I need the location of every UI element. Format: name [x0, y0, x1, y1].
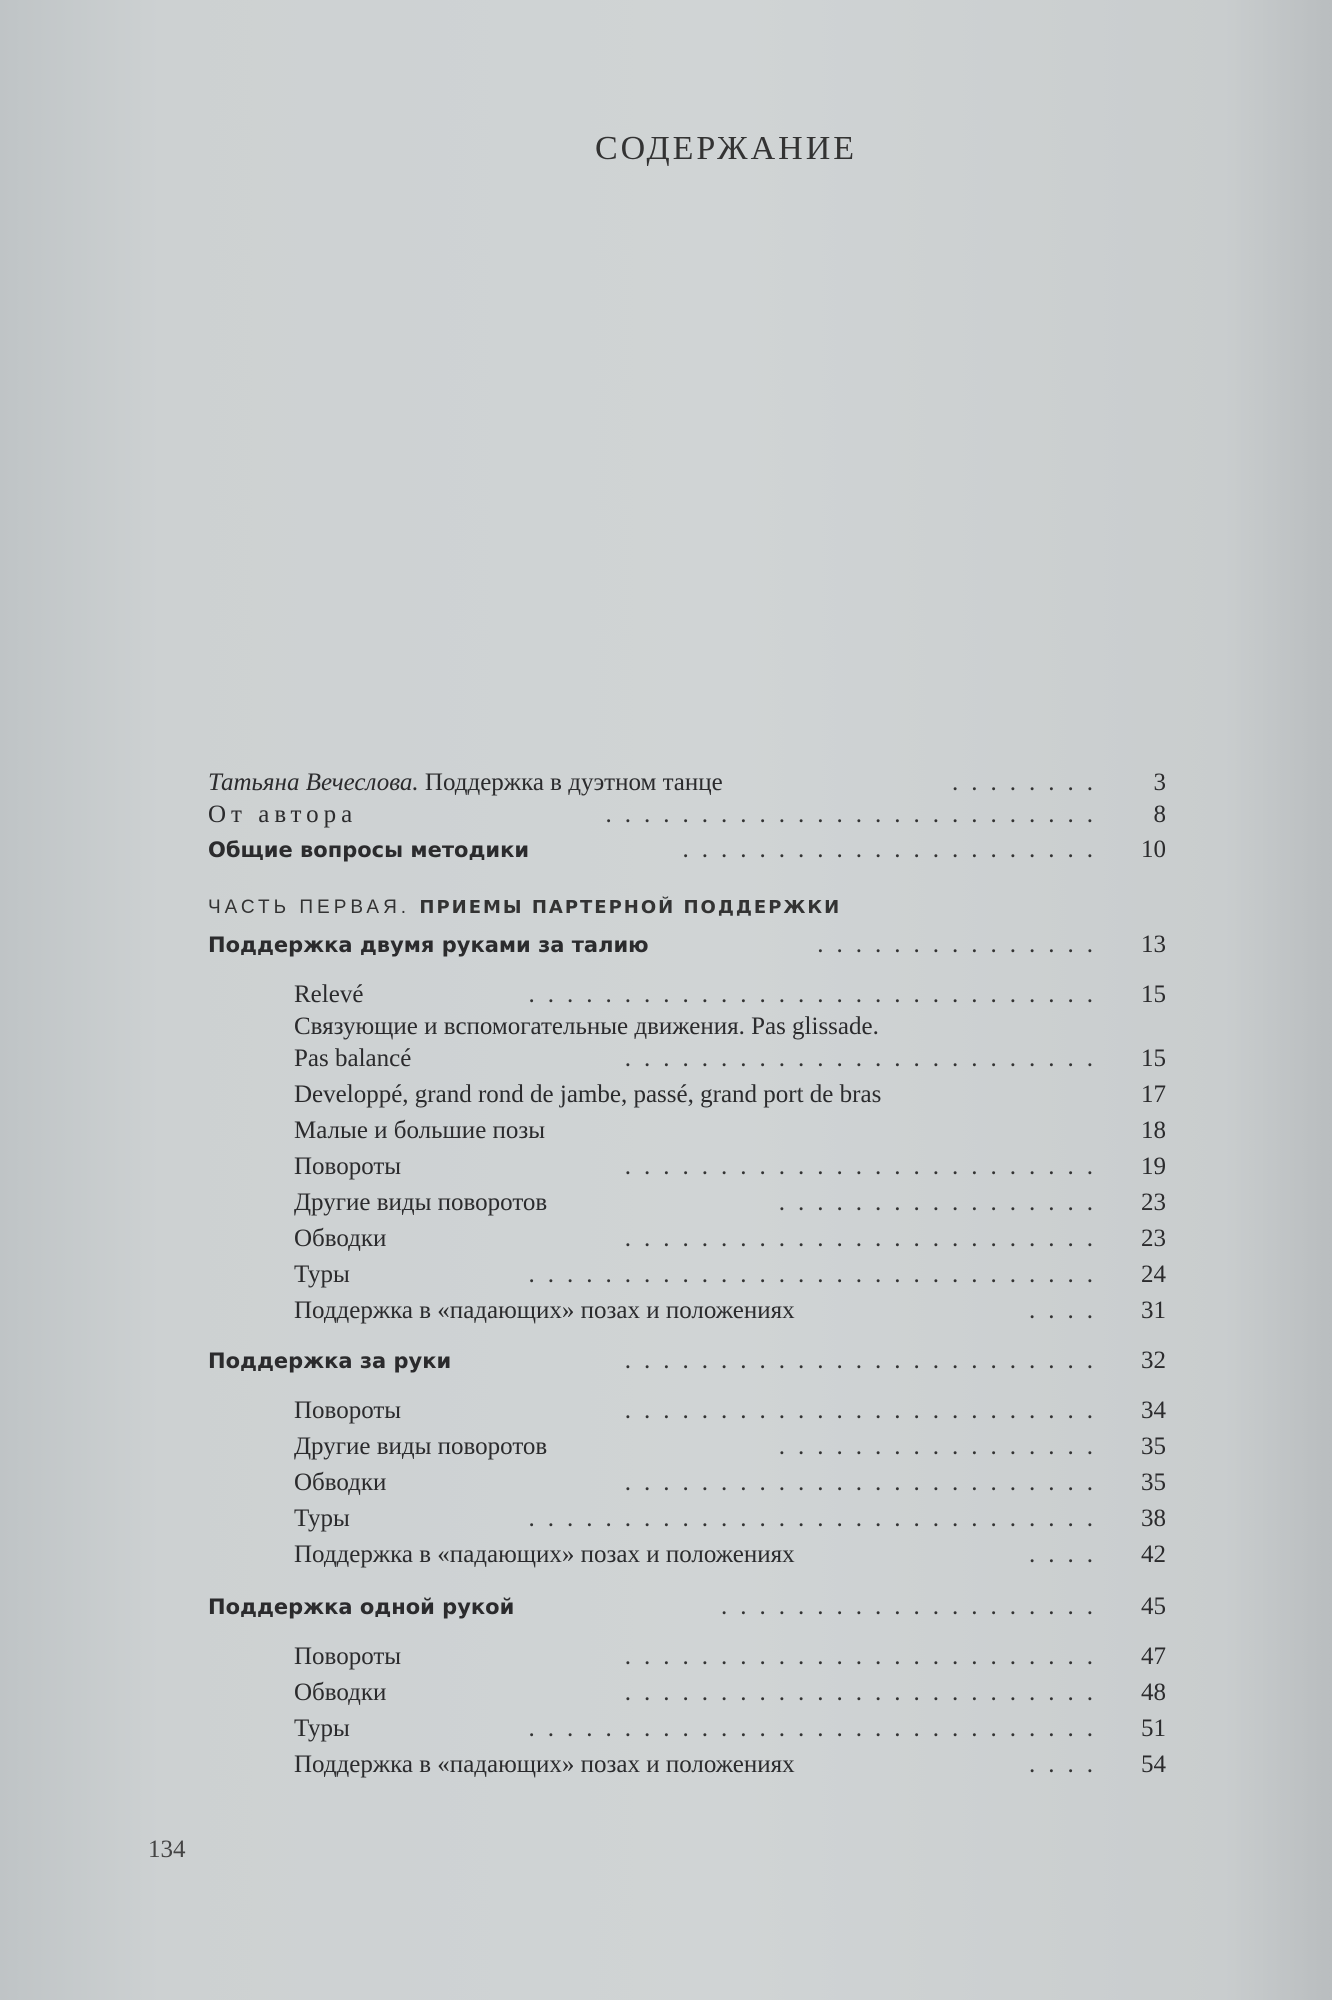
toc-entry-foreword[interactable]: Татьяна Вечеслова. Поддержка в дуэтном танце ........ 3 [208, 769, 1166, 796]
toc-entry-label: Pas balancé [294, 1045, 412, 1072]
toc-entry[interactable] [208, 1080, 1166, 1110]
page-number: 15 [1141, 981, 1166, 1008]
part-label: ЧАСТЬ ПЕРВАЯ. [208, 897, 411, 918]
toc-entry-label: Обводки [294, 1225, 387, 1252]
page-number: 10 [1141, 836, 1166, 863]
page-number: 23 [1141, 1225, 1166, 1252]
page-folio-number: 134 [148, 1836, 186, 1863]
toc-entry-label: Другие виды поворотов [294, 1433, 548, 1460]
toc-entry[interactable] [208, 1116, 1166, 1146]
page-number: 18 [1141, 1117, 1166, 1144]
toc-entry-label: От автора [208, 801, 358, 828]
toc-entry-label: Relevé [294, 981, 364, 1008]
toc-entry[interactable]: Pas balancé ......................... 15 [294, 1045, 1166, 1072]
toc-entry-label: Developpé, grand rond de jambe, passé, grand port de bras [294, 1081, 882, 1108]
toc-entry[interactable]: Обводки ......................... 23 [294, 1225, 1166, 1252]
toc-entry[interactable]: Обводки ......................... 35 [294, 1469, 1166, 1496]
toc-section-waist[interactable]: Поддержка двумя руками за талию ............... 13 [208, 931, 1166, 958]
toc-entry[interactable]: Туры .............................. 38 [294, 1505, 1166, 1532]
toc-entry[interactable]: Relevé .............................. 15 [294, 981, 1166, 1008]
toc-entry-label: Поддержка в «падающих» позах и положениях [294, 1297, 795, 1324]
toc-entry[interactable]: Другие виды поворотов ................. 23 [294, 1189, 1166, 1216]
page-number: 34 [1141, 1397, 1166, 1424]
page-number: 13 [1141, 931, 1166, 958]
foreword-author: Татьяна Вечеслова. [208, 769, 419, 796]
page-number: 3 [1153, 769, 1166, 796]
page-number: 24 [1141, 1261, 1166, 1288]
toc-entry[interactable]: Поддержка в «падающих» позах и положениях .... 42 [294, 1541, 1166, 1568]
part-title: ПРИЕМЫ ПАРТЕРНОЙ ПОДДЕРЖКИ [419, 897, 842, 918]
toc-entry-label: Поддержка в «падающих» позах и положениях [294, 1751, 795, 1778]
toc-entry[interactable]: Туры .............................. 51 [294, 1715, 1166, 1742]
page-number: 54 [1141, 1751, 1166, 1778]
toc-entry[interactable]: Другие виды поворотов ................. 35 [294, 1433, 1166, 1460]
page-number: 23 [1141, 1189, 1166, 1216]
page-number: 19 [1141, 1153, 1166, 1180]
page-number: 17 [1141, 1081, 1166, 1108]
page-number: 48 [1141, 1679, 1166, 1706]
part-heading [208, 897, 841, 919]
foreword-title: Поддержка в дуэтном танце [418, 769, 723, 796]
toc-entry-label: Туры [294, 1261, 350, 1288]
toc-entry-label: Поддержка в «падающих» позах и положениях [294, 1541, 795, 1568]
page-number: 47 [1141, 1643, 1166, 1670]
page-number: 35 [1141, 1433, 1166, 1460]
page-number: 38 [1141, 1505, 1166, 1532]
toc-entry[interactable]: Поддержка в «падающих» позах и положениях .... 54 [294, 1751, 1166, 1778]
toc-section-one-hand[interactable]: Поддержка одной рукой .................... 45 [208, 1593, 1166, 1620]
page-number: 35 [1141, 1469, 1166, 1496]
toc-entry-label: Другие виды поворотов [294, 1189, 548, 1216]
toc-entry-label: Туры [294, 1505, 350, 1532]
toc-entry[interactable]: Обводки ......................... 48 [294, 1679, 1166, 1706]
toc-entry-label: Обводки [294, 1469, 387, 1496]
toc-entry-label: Общие вопросы методики [208, 838, 530, 862]
toc-entry[interactable]: Повороты ......................... 34 [294, 1397, 1166, 1424]
page-number: 51 [1141, 1715, 1166, 1742]
toc-entry[interactable]: Туры .............................. 24 [294, 1261, 1166, 1288]
section-title: Поддержка двумя руками за талию [208, 933, 649, 957]
page-number: 32 [1141, 1347, 1166, 1374]
toc-entry-label: Повороты [294, 1153, 402, 1180]
page-number: 8 [1153, 801, 1166, 828]
page-number: 45 [1141, 1593, 1166, 1620]
toc-section-hands[interactable]: Поддержка за руки ......................... 32 [208, 1347, 1166, 1374]
toc-entry[interactable]: Поддержка в «падающих» позах и положениях .... 31 [294, 1297, 1166, 1324]
page-number: 15 [1141, 1045, 1166, 1072]
toc-entry-label: Обводки [294, 1679, 387, 1706]
toc-entry-label: Малые и большие позы [294, 1117, 546, 1144]
toc-entry[interactable]: Повороты ......................... 19 [294, 1153, 1166, 1180]
page-title: СОДЕРЖАНИЕ [594, 130, 858, 167]
section-title: Поддержка одной рукой [208, 1595, 515, 1619]
toc-entry-label: Туры [294, 1715, 350, 1742]
toc-entry-label: Повороты [294, 1397, 402, 1424]
toc-entry-general-questions[interactable]: Общие вопросы методики ...................... 10 [208, 836, 1166, 863]
page-number: 31 [1141, 1297, 1166, 1324]
toc-entry-from-author[interactable]: От автора .......................... 8 [208, 801, 1166, 828]
page-number: 42 [1141, 1541, 1166, 1568]
toc-entry[interactable]: Повороты ......................... 47 [294, 1643, 1166, 1670]
toc-entry-label: Связующие и вспомогательные движения. Pas glissade. [294, 1013, 879, 1040]
toc-entry[interactable] [208, 1012, 1166, 1042]
toc-entry-label: Повороты [294, 1643, 402, 1670]
section-title: Поддержка за руки [208, 1349, 452, 1373]
